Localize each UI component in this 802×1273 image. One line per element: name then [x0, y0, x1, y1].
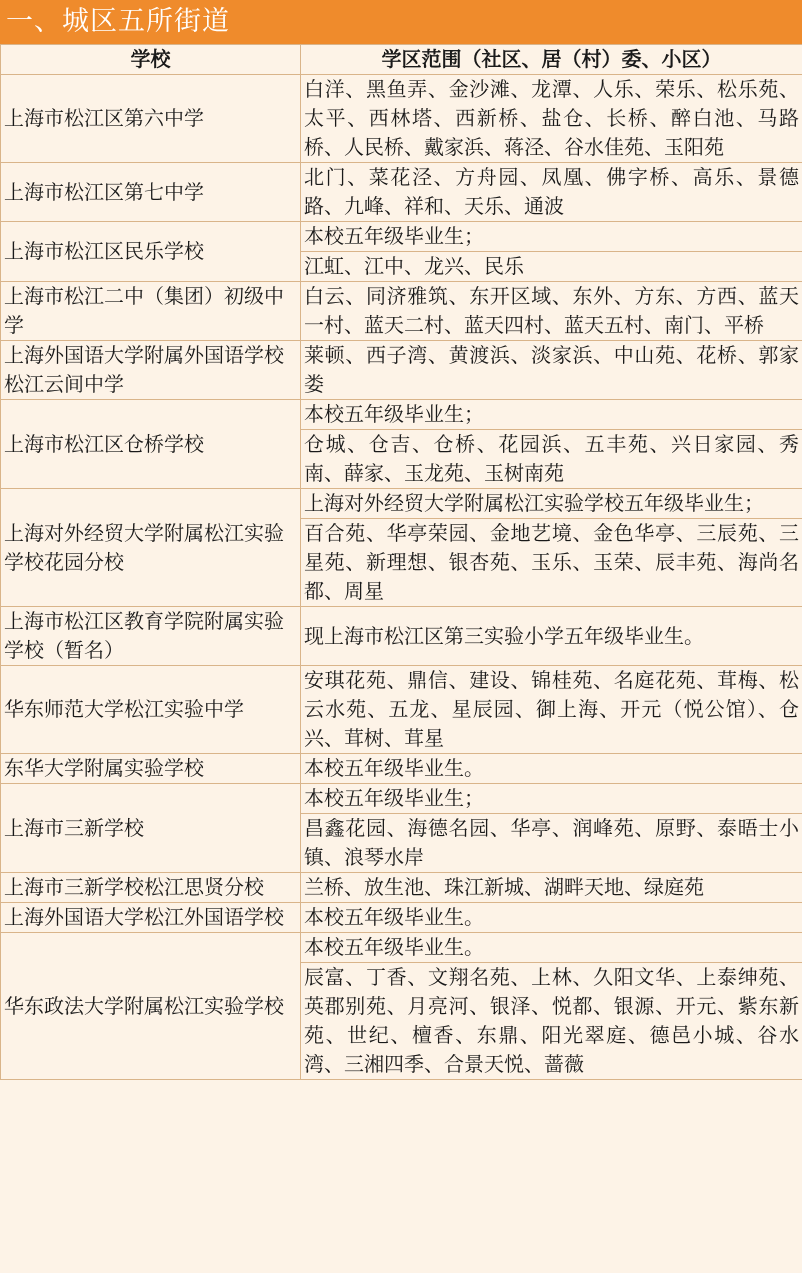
table-row: [1, 282, 802, 341]
table-row: [1, 489, 802, 519]
header-scope: 学区范围（社区、居（村）委、小区）: [301, 45, 802, 75]
district-scope-cell: 本校五年级毕业生；: [301, 400, 802, 430]
table-row: [1, 607, 802, 666]
table-header-row: [1, 45, 802, 75]
school-name-cell: 华东政法大学附属松江实验学校: [1, 933, 301, 1080]
school-district-table: [0, 44, 802, 1080]
table-row: [1, 400, 802, 430]
district-scope-cell: 白云、同济雅筑、东开区域、东外、方东、方西、蓝天一村、蓝天二村、蓝天四村、蓝天五村、南门、平桥: [301, 282, 802, 341]
school-name-cell: 上海外国语大学松江外国语学校: [1, 903, 301, 933]
district-scope-cell: 辰富、丁香、文翔名苑、上林、久阳文华、上泰绅苑、英郡别苑、月亮河、银泽、悦都、银源、开元、紫东新苑、世纪、檀香、东鼎、阳光翠庭、德邑小城、谷水湾、三湘四季、合景天悦、蔷薇: [301, 963, 802, 1080]
district-scope-cell: 昌鑫花园、海德名园、华亭、润峰苑、原野、泰晤士小镇、浪琴水岸: [301, 814, 802, 873]
table-row: [1, 903, 802, 933]
district-scope-cell: 莱顿、西子湾、黄渡浜、淡家浜、中山苑、花桥、郭家娄: [301, 341, 802, 400]
district-scope-cell: 安琪花苑、鼎信、建设、锦桂苑、名庭花苑、茸梅、松云水苑、五龙、星辰园、御上海、开元（悦公馆）、仓兴、茸树、茸星: [301, 666, 802, 754]
school-name-cell: 上海市松江区仓桥学校: [1, 400, 301, 489]
section-title: 一、城区五所街道: [0, 0, 802, 44]
table-row: [1, 873, 802, 903]
table-row: [1, 341, 802, 400]
table-row: [1, 163, 802, 222]
table-row: [1, 754, 802, 784]
district-scope-cell: 本校五年级毕业生。: [301, 903, 802, 933]
district-scope-cell: 兰桥、放生池、珠江新城、湖畔天地、绿庭苑: [301, 873, 802, 903]
school-name-cell: 上海对外经贸大学附属松江实验学校花园分校: [1, 489, 301, 607]
school-name-cell: 上海市松江区教育学院附属实验学校（暂名）: [1, 607, 301, 666]
table-body: [1, 75, 802, 1080]
school-name-cell: 东华大学附属实验学校: [1, 754, 301, 784]
school-name-cell: 上海市三新学校松江思贤分校: [1, 873, 301, 903]
school-name-cell: 上海外国语大学附属外国语学校松江云间中学: [1, 341, 301, 400]
district-scope-cell: 本校五年级毕业生；: [301, 222, 802, 252]
header-school: 学校: [1, 45, 301, 75]
district-scope-cell: 现上海市松江区第三实验小学五年级毕业生。: [301, 607, 802, 666]
school-name-cell: 华东师范大学松江实验中学: [1, 666, 301, 754]
district-scope-cell: 江虹、江中、龙兴、民乐: [301, 252, 802, 282]
district-scope-cell: 仓城、仓吉、仓桥、花园浜、五丰苑、兴日家园、秀南、薛家、玉龙苑、玉树南苑: [301, 430, 802, 489]
school-name-cell: 上海市松江区民乐学校: [1, 222, 301, 282]
school-name-cell: 上海市松江二中（集团）初级中学: [1, 282, 301, 341]
district-scope-cell: 白洋、黑鱼弄、金沙滩、龙潭、人乐、荣乐、松乐苑、太平、西林塔、西新桥、盐仓、长桥、醉白池、马路桥、人民桥、戴家浜、蒋泾、谷水佳苑、玉阳苑: [301, 75, 802, 163]
table-row: [1, 784, 802, 814]
district-scope-cell: 本校五年级毕业生。: [301, 933, 802, 963]
table-row: [1, 933, 802, 963]
district-scope-cell: 本校五年级毕业生；: [301, 784, 802, 814]
table-row: [1, 666, 802, 754]
school-name-cell: 上海市松江区第七中学: [1, 163, 301, 222]
district-scope-cell: 百合苑、华亭荣园、金地艺境、金色华亭、三辰苑、三星苑、新理想、银杏苑、玉乐、玉荣、辰丰苑、海尚名都、周星: [301, 519, 802, 607]
school-name-cell: 上海市松江区第六中学: [1, 75, 301, 163]
district-scope-cell: 本校五年级毕业生。: [301, 754, 802, 784]
district-scope-cell: 上海对外经贸大学附属松江实验学校五年级毕业生；: [301, 489, 802, 519]
table-row: [1, 222, 802, 252]
table-row: [1, 75, 802, 163]
district-scope-cell: 北门、菜花泾、方舟园、凤凰、佛字桥、高乐、景德路、九峰、祥和、天乐、通波: [301, 163, 802, 222]
school-name-cell: 上海市三新学校: [1, 784, 301, 873]
